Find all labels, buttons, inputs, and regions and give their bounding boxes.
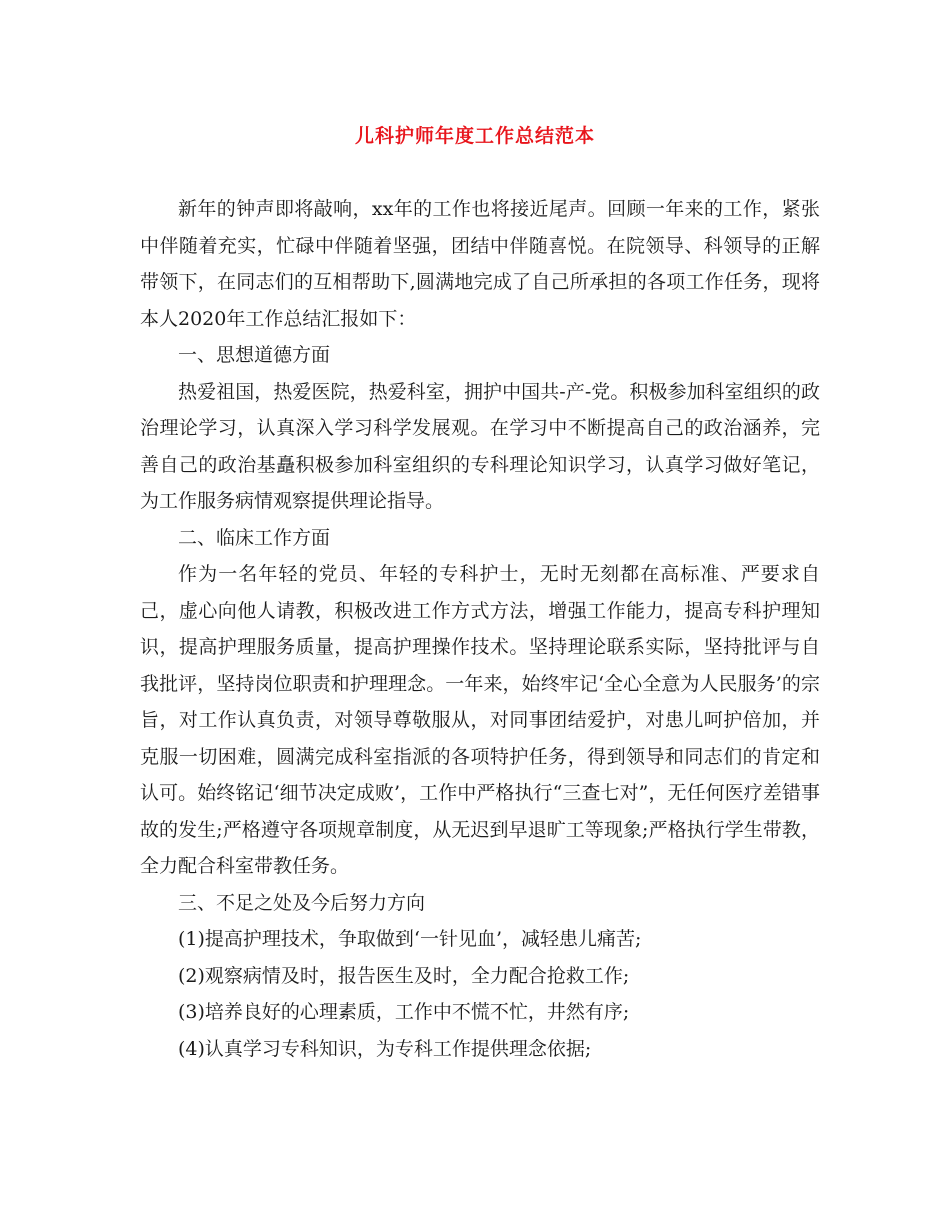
section-heading-ideology: 一、思想道德方面 xyxy=(178,344,331,366)
list-item: (1)提高护理技术，争取做到‘一针见血’，减轻患儿痛苦; xyxy=(178,928,642,950)
document-body xyxy=(140,191,820,1067)
list-item: (2)观察病情及时，报告医生及时，全力配合抢救工作; xyxy=(178,964,630,987)
section-heading-clinical: 二、临床工作方面 xyxy=(178,526,331,549)
paragraph-clinical: 作为一名年轻的党员、年轻的专科护士，无时无刻都在高标准、严要求自己，虚心向他人请教，积极改进工作方式方法，增强工作能力，提高专科护理知识，提高护理服务质量，提高护理操作技术。坚持理论联系实际，坚持批评与自我批评，坚持岗位职责和护理理念。一年来，始终牢记‘全心全意为人民服务’的宗旨，对工作认真负责，对领导尊敬服从，对同事团结爱护，对患儿呵护倍加，并克服一切困难，圆满完成科室指派的各项特护任务，得到领导和同志们的肯定和认可。始终铭记‘细节决定成败’，工作中严格执行“三查七对”，无任何医疗差错事故的发生;严格遵守各项规章制度，从无迟到早退旷工等现象;严格执行学生带教，全力配合科室带教任务。 xyxy=(140,563,820,877)
section-heading-improvement: 三、不足之处及今后努力方向 xyxy=(178,891,426,914)
list-item: (3)培养良好的心理素质，工作中不慌不忙，井然有序; xyxy=(178,1001,630,1023)
paragraph-ideology: 热爱祖国，热爱医院，热爱科室，拥护中国共-产-党。积极参加科室组织的政治理论学习，认真深入学习科学发展观。在学习中不断提高自己的政治涵养，完善自己的政治基矗积极参加科室组织的专科理论知识学习，认真学习做好笔记，为工作服务病情观察提供理论指导。 xyxy=(140,380,820,512)
list-item: (4)认真学习专科知识，为专科工作提供理念依据; xyxy=(178,1037,592,1060)
paragraph-intro: 新年的钟声即将敲响，xx年的工作也将接近尾声。回顾一年来的工作，紧张中伴随着充实，忙碌中伴随着坚强，团结中伴随喜悦。在院领导、科领导的正解带领下，在同志们的互相帮助下,圆满地完成了自己所承担的各项工作任务，现将本人2020年工作总结汇报如下： xyxy=(140,198,820,330)
document-title: 儿科护师年度工作总结范本 xyxy=(354,125,595,147)
